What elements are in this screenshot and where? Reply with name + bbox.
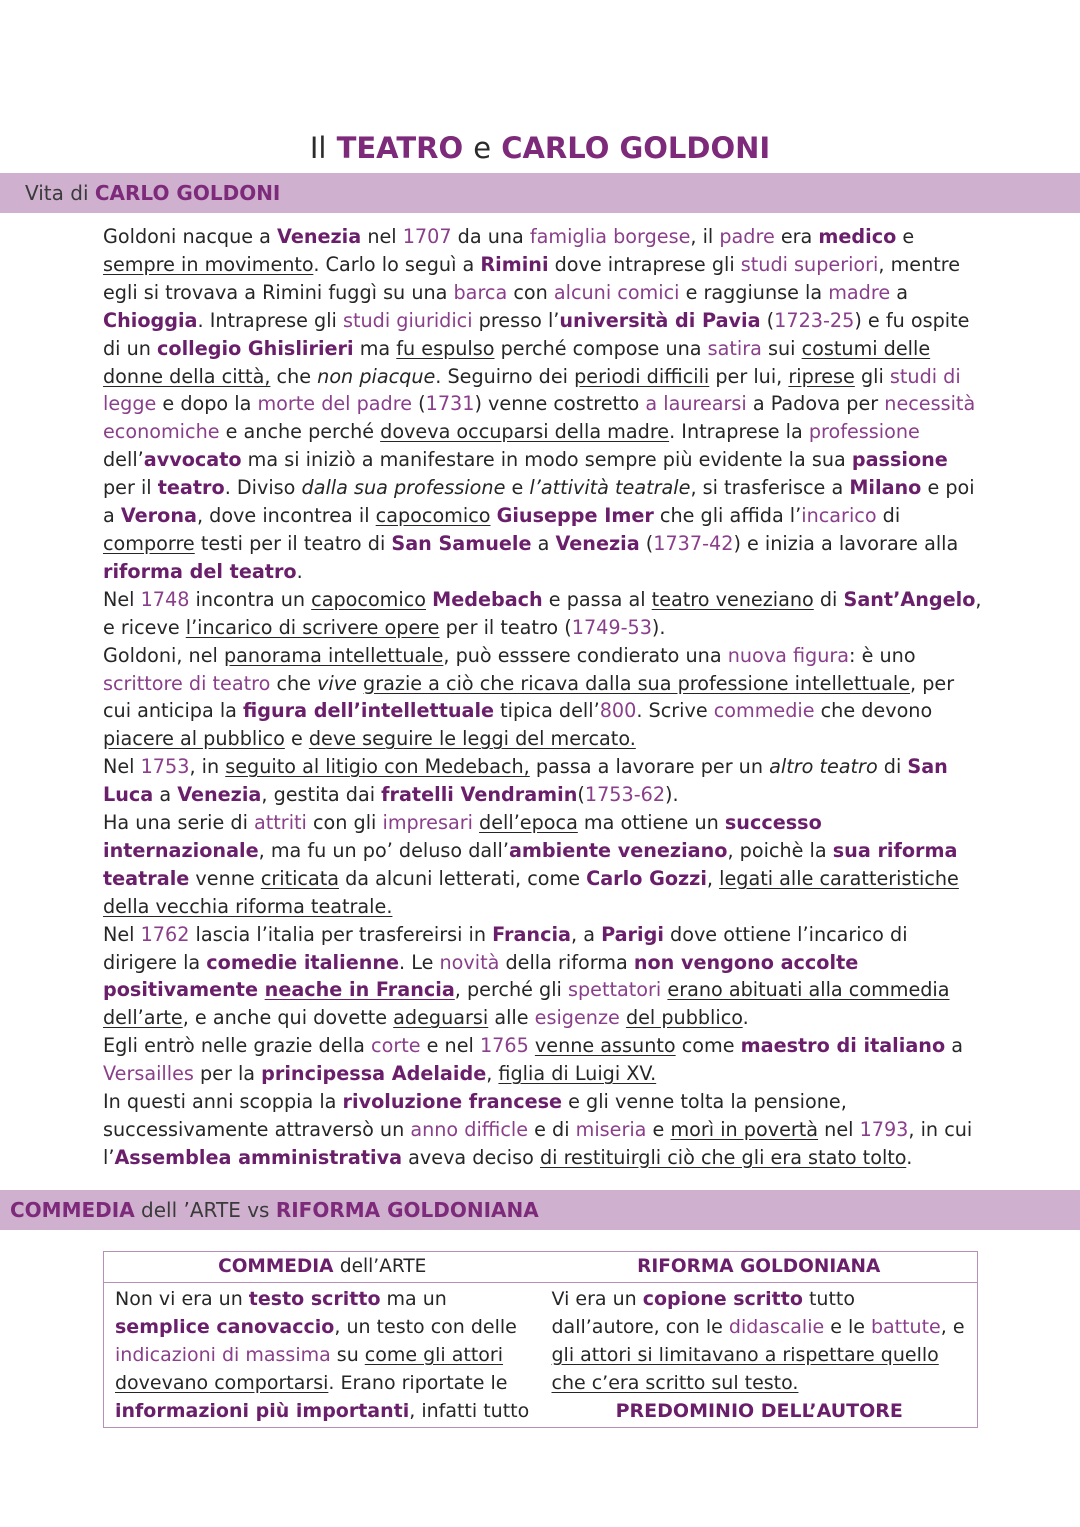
section-header-commedia: COMMEDIA dell ’ARTE vs RIFORMA GOLDONIANA [0,1190,1080,1230]
page-title: Il TEATRO e CARLO GOLDONI [309,131,771,165]
col-header-commedia: COMMEDIA dell’ARTE [104,1252,541,1283]
col-header-riforma: RIFORMA GOLDONIANA [541,1252,978,1283]
section-header-vita: Vita di CARLO GOLDONI [0,173,1080,213]
table-header-row [104,1252,978,1283]
paragraph-5: Ha una serie di attriti con gli impresari dell’epoca ma ottiene un successo internazionale, ma fu un po’ deluso dall’ambiente veneziano, poichè la sua riforma teatrale venne criticata da alcuni letterati, come Carlo Gozzi, legati alle caratteristiche della vecchia riforma teatrale. [103,811,959,918]
cell-riforma: Vi era un copione scritto tutto dall’autore, con le didascalie e le battute, e gli attori si limitavano a rispettare quello che c’era scritto sul testo. PREDOMINIO DELL’AUTORE [541,1283,978,1428]
paragraph-7: Egli entrò nelle grazie della corte e nel 1765 venne assunto come maestro di italiano a Versailles per la principessa Adelaide, figlia di Luigi XV. [103,1034,963,1086]
comparison-table [103,1251,978,1428]
paragraph-2: Nel 1748 incontra un capocomico Medebach e passa al teatro veneziano di Sant’Angelo, e riceve l’incarico di scrivere opere per il teatro (1749-53). [103,587,982,639]
riforma-footer: PREDOMINIO DELL’AUTORE [615,1400,903,1422]
paragraph-4: Nel 1753, in seguito al litigio con Medebach, passa a lavorare per un altro teatro di San Luca a Venezia, gestita dai fratelli Vendramin(1753-62). [103,755,948,807]
paragraph-1: Goldoni nacque a Venezia nel 1707 da una famiglia borgese, il padre era medico e sempre in movimento. Carlo lo seguì a Rimini dove intraprese gli studi superiori, mentre egli si trovava a Rimini fuggì su una barca con alcuni comici e raggiunse la madre a Chioggia. Intraprese gli studi giuridici presso l’università di Pavia (1723-25) e fu ospite di un collegio Ghislirieri ma fu espulso perché compose una satira sui costumi delle donne della città, che non piacque. Seguirno dei periodi difficili per lui, riprese gli studi di legge e dopo la morte del padre (1731) venne costretto a laurearsi a Padova per necessità economiche e anche perché doveva occuparsi della madre. Intraprese la professione dell’avvocato ma si iniziò a manifestare in modo sempre più evidente la sua passione per il teatro. Diviso dalla sua professione e l’attività teatrale, si trasferisce a Milano e poi a Verona, dove incontrea il capocomico Giuseppe Imer che gli affida l’incarico di comporre testi per il teatro di San Samuele a Venezia (1737-42) e inizia a lavorare alla riforma del teatro. [103,225,976,583]
paragraph-8: In questi anni scoppia la rivoluzione francese e gli venne tolta la pensione, successivamente attraversò un anno difficle e di miseria e morì in povertà nel 1793, in cui l’Assemblea amministrativa aveva deciso di restituirgli ciò che gli era stato tolto. [103,1090,973,1169]
cell-commedia: Non vi era un testo scritto ma un semplice canovaccio, un testo con delle indicazioni di massima su come gli attori dovevano comportarsi. Erano riportate le informazioni più importanti, infatti tutto [115,1288,530,1422]
biography-text [103,223,983,1172]
table-row [104,1283,978,1428]
paragraph-3: Goldoni, nel panorama intellettuale, può esssere condierato una nuova figura: è uno scrittore di teatro che vive grazie a ciò che ricava dalla sua professione intellettuale, per cui anticipa la figura dell’intellettuale tipica dell’800. Scrive commedie che devono piacere al pubblico e deve seguire le leggi del mercato. [103,643,955,751]
paragraph-6: Nel 1762 lascia l’italia per trasfereirsi in Francia, a Parigi dove ottiene l’incarico di dirigere la comedie italienne. Le novità della riforma non vengono accolte positivamente neache in Francia, perché gli spettatori erano abituati alla commedia dell’arte, e anche qui dovette adeguarsi alle esigenze del pubblico. [103,922,950,1030]
